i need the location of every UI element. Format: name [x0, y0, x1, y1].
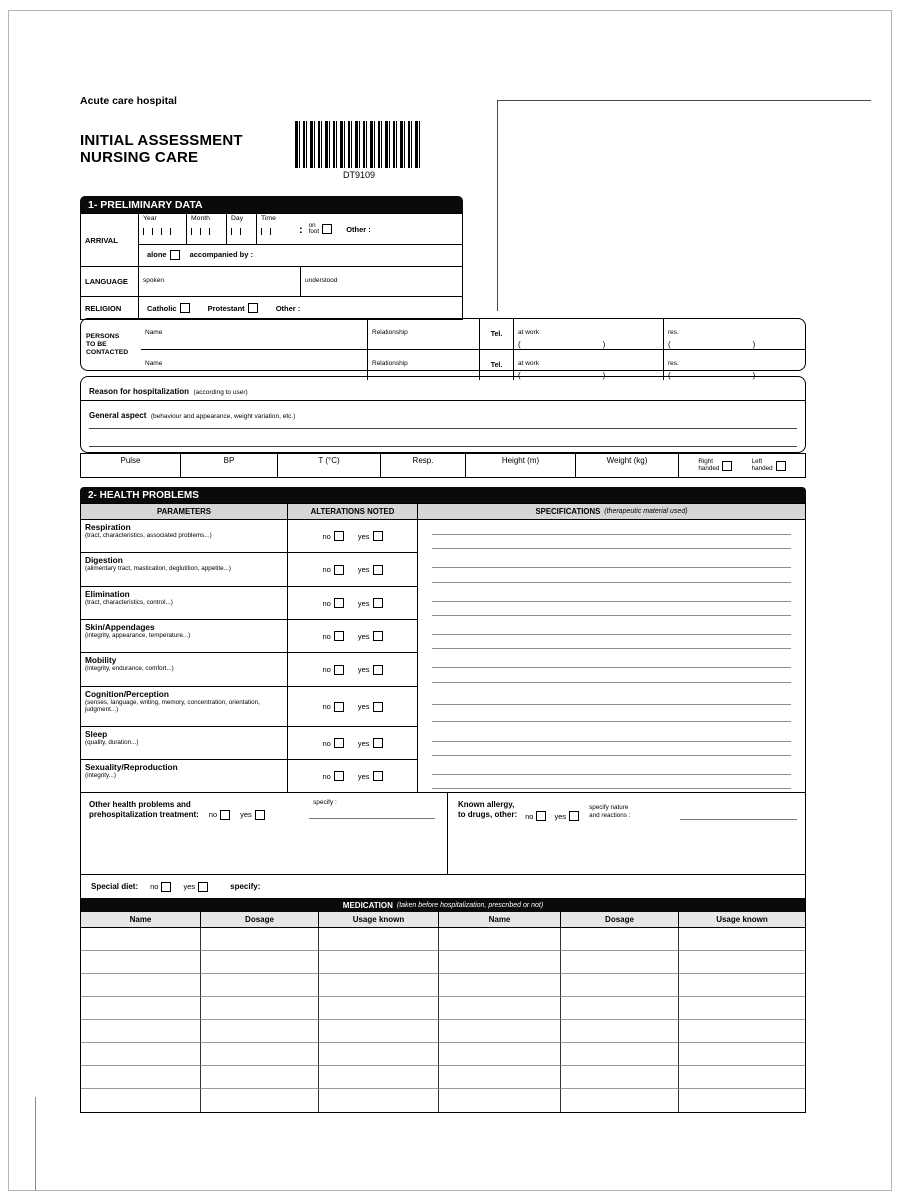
- other-problems-yes-checkbox[interactable]: [255, 810, 265, 820]
- on-foot-checkbox[interactable]: [322, 224, 332, 234]
- scan-artifact-line: [35, 1097, 36, 1191]
- protestant-label: Protestant: [207, 303, 245, 313]
- section-1-header: [80, 196, 463, 213]
- medication-row: [81, 951, 805, 974]
- alone-accompanied-row: [139, 245, 462, 264]
- accompanied-label: accompanied by :: [189, 250, 253, 259]
- med-name-cell[interactable]: [439, 1089, 561, 1112]
- no-checkbox[interactable]: [334, 531, 344, 541]
- special-diet-yes-checkbox[interactable]: [198, 882, 208, 892]
- med-dosage-cell[interactable]: [561, 1043, 679, 1066]
- bp-field[interactable]: BP: [181, 454, 278, 477]
- special-diet-label: Special diet:: [91, 882, 139, 891]
- tel-at-work-field[interactable]: [513, 319, 663, 349]
- writing-line: [89, 428, 797, 429]
- general-aspect-field[interactable]: [81, 401, 805, 452]
- health-row-mobility: [81, 653, 805, 687]
- med-dosage-cell[interactable]: [561, 951, 679, 974]
- day-field[interactable]: [227, 214, 257, 244]
- other-problems-label-line2: prehospitalization treatment:: [89, 810, 199, 819]
- health-row-cognition-perception: [81, 687, 805, 727]
- spec-line: [432, 721, 791, 722]
- spec-line: [432, 567, 791, 568]
- med-name-cell[interactable]: [81, 1066, 201, 1089]
- med-usage-cell[interactable]: [679, 1020, 805, 1043]
- parameter-name: Skin/Appendages: [85, 622, 155, 632]
- med-col-name: Name: [81, 912, 201, 927]
- no-label: no: [322, 565, 331, 574]
- reason-for-hospitalization-field[interactable]: [81, 377, 805, 401]
- yes-label: yes: [357, 702, 370, 711]
- form-title-line1: INITIAL ASSESSMENT: [80, 132, 243, 149]
- health-row-respiration: [81, 520, 805, 553]
- parameter-name: Mobility: [85, 655, 117, 665]
- left-handed-option: [752, 459, 786, 473]
- language-understood-field[interactable]: [301, 267, 462, 296]
- no-checkbox[interactable]: [334, 702, 344, 712]
- other-problems-label-line1: Other health problems and: [89, 800, 191, 809]
- med-name-cell[interactable]: [81, 1020, 201, 1043]
- med-name-cell[interactable]: [81, 1043, 201, 1066]
- parameter-sub: (senses, language, writing, memory, concentration, orientation, judgment...): [85, 699, 260, 713]
- tel-res-field[interactable]: [663, 319, 805, 349]
- phone-parentheses: ( ): [518, 340, 606, 349]
- med-dosage-cell[interactable]: [201, 974, 319, 997]
- spec-line: [432, 788, 791, 789]
- spec-line: [432, 741, 791, 742]
- med-col-usage: Usage known: [319, 912, 439, 927]
- med-usage-cell[interactable]: [679, 997, 805, 1020]
- persons-to-contact-box: [80, 318, 806, 380]
- health-table-header: [81, 504, 805, 520]
- no-checkbox[interactable]: [334, 771, 344, 781]
- reason-sublabel: (according to user): [193, 389, 248, 396]
- tel-label: Tel.: [479, 319, 513, 349]
- med-name-cell[interactable]: [81, 951, 201, 974]
- med-name-cell[interactable]: [81, 928, 201, 951]
- phone-parentheses: ( ): [518, 371, 606, 380]
- right-handed-option: [698, 459, 732, 473]
- no-label: no: [208, 810, 218, 819]
- res-label: res.: [668, 360, 679, 367]
- med-usage-cell[interactable]: [319, 1066, 439, 1089]
- arrival-row: [81, 214, 462, 266]
- spec-line: [432, 615, 791, 616]
- yes-checkbox[interactable]: [373, 665, 383, 675]
- language-row: [81, 266, 462, 296]
- allergy-label: Known allergy, to drugs, other:: [458, 800, 518, 819]
- spec-line: [432, 755, 791, 756]
- left-handed-checkbox[interactable]: [776, 461, 786, 471]
- no-label: no: [322, 771, 331, 781]
- spec-line: [432, 582, 791, 583]
- day-label: Day: [231, 215, 244, 222]
- med-dosage-cell[interactable]: [561, 1066, 679, 1089]
- specify-label: specify :: [313, 799, 337, 806]
- arrival-label: ARRIVAL: [81, 214, 139, 266]
- month-field[interactable]: [187, 214, 227, 244]
- time-tick-marks: [261, 228, 295, 235]
- med-dosage-cell[interactable]: [201, 997, 319, 1020]
- med-col-name: Name: [439, 912, 561, 927]
- name-label: Name: [145, 329, 163, 336]
- yes-label: yes: [357, 665, 370, 674]
- phone-parentheses: ( ): [668, 340, 756, 349]
- hospital-name: Acute care hospital: [80, 95, 177, 107]
- health-problems-table: [80, 503, 806, 793]
- yes-label: yes: [357, 631, 370, 641]
- general-aspect-sublabel: (behaviour and appearance, weight variation, etc.): [150, 413, 296, 420]
- med-usage-cell[interactable]: [679, 974, 805, 997]
- med-usage-cell[interactable]: [679, 951, 805, 974]
- med-dosage-cell[interactable]: [201, 1066, 319, 1089]
- med-dosage-cell[interactable]: [201, 1020, 319, 1043]
- right-handed-label: Right handed: [698, 457, 720, 472]
- handedness-cell: [679, 454, 805, 477]
- yes-label: yes: [357, 738, 370, 748]
- parameter-sub: (alimentary tract, mastication, deglutition, appetite...): [85, 565, 231, 572]
- med-col-dosage: Dosage: [561, 912, 679, 927]
- med-usage-cell[interactable]: [319, 1043, 439, 1066]
- right-handed-checkbox[interactable]: [722, 461, 732, 471]
- at-work-label: at work: [518, 329, 539, 336]
- no-checkbox[interactable]: [334, 631, 344, 641]
- spec-line: [432, 601, 791, 602]
- yes-checkbox[interactable]: [373, 531, 383, 541]
- health-row-sexuality-reproduction: [81, 760, 805, 793]
- specifications-field[interactable]: [418, 653, 805, 687]
- section-1-title: 1- PRELIMINARY DATA: [88, 198, 203, 211]
- barcode: [295, 121, 423, 168]
- contact-row-1: [141, 319, 805, 349]
- medication-row: [81, 1020, 805, 1043]
- medication-row: [81, 974, 805, 997]
- at-work-label: at work: [518, 360, 539, 367]
- alone-checkbox[interactable]: [170, 250, 180, 260]
- time-colon: :: [299, 224, 303, 236]
- language-spoken-field[interactable]: [139, 267, 301, 296]
- other-problems-allergy-box: [80, 792, 806, 875]
- catholic-checkbox[interactable]: [180, 303, 190, 313]
- barcode-text: DT9109: [342, 170, 376, 180]
- known-allergy-cell: [448, 793, 805, 874]
- on-foot-label: on foot: [308, 221, 320, 235]
- med-usage-cell[interactable]: [319, 1020, 439, 1043]
- specifications-field[interactable]: [418, 727, 805, 760]
- year-label: Year: [143, 215, 157, 222]
- section-2-header: [80, 487, 806, 503]
- no-checkbox[interactable]: [334, 665, 344, 675]
- med-dosage-cell[interactable]: [561, 928, 679, 951]
- alone-label: alone: [147, 250, 167, 259]
- arrival-other-label: Other :: [346, 224, 371, 234]
- med-dosage-cell[interactable]: [201, 951, 319, 974]
- parameter-sub: (integrity, endurance, comfort...): [85, 665, 174, 672]
- med-name-cell[interactable]: [81, 997, 201, 1020]
- no-label: no: [525, 811, 534, 821]
- medication-column-headers: [81, 912, 805, 928]
- no-label: no: [150, 882, 159, 891]
- parameter-name: Respiration: [85, 522, 131, 532]
- alterations-column-header: ALTERATIONS NOTED: [288, 504, 418, 519]
- spec-line: [432, 682, 791, 683]
- persons-to-contact-label: PERSONS TO BE CONTACTED: [86, 332, 129, 356]
- contact-name-field[interactable]: [141, 319, 367, 349]
- specifications-field[interactable]: [418, 760, 805, 793]
- yes-label: yes: [183, 882, 196, 891]
- vitals-row: [80, 453, 806, 478]
- med-usage-cell[interactable]: [679, 928, 805, 951]
- specifications-field[interactable]: [418, 620, 805, 653]
- time-field[interactable]: [257, 214, 295, 244]
- med-usage-cell[interactable]: [319, 974, 439, 997]
- relationship-label: Relationship: [372, 360, 408, 367]
- yes-checkbox[interactable]: [373, 771, 383, 781]
- parameter-sub: (quality, duration...): [85, 739, 139, 746]
- parameter-sub: (integrity...): [85, 772, 117, 779]
- medication-row: [81, 1089, 805, 1112]
- medication-title: MEDICATION: [342, 900, 393, 910]
- med-usage-cell[interactable]: [319, 1089, 439, 1112]
- medication-header-bar: [81, 898, 805, 912]
- understood-label: understood: [305, 277, 338, 284]
- no-label: no: [322, 665, 331, 674]
- yes-checkbox[interactable]: [373, 738, 383, 748]
- allergy-specify-label: specify nature and reactions :: [589, 804, 631, 819]
- religion-label: RELIGION: [81, 297, 139, 319]
- med-usage-cell[interactable]: [319, 997, 439, 1020]
- med-name-cell[interactable]: [439, 1066, 561, 1089]
- yes-label: yes: [357, 771, 370, 781]
- preliminary-table: [80, 213, 463, 320]
- spec-line: [432, 704, 791, 705]
- med-usage-cell[interactable]: [679, 1089, 805, 1112]
- med-name-cell[interactable]: [439, 928, 561, 951]
- med-dosage-cell[interactable]: [201, 1043, 319, 1066]
- catholic-label: Catholic: [147, 303, 177, 313]
- writing-line: [89, 446, 797, 447]
- month-tick-marks: [191, 228, 226, 235]
- allergy-no-checkbox[interactable]: [536, 811, 546, 821]
- medication-table: [80, 898, 806, 1113]
- no-label: no: [322, 631, 331, 641]
- weight-field[interactable]: Weight (kg): [576, 454, 679, 477]
- spec-line: [432, 534, 791, 535]
- allergy-no-option: [525, 810, 579, 822]
- language-label: LANGUAGE: [81, 267, 139, 296]
- patient-id-area: [497, 100, 871, 311]
- parameter-name: Sexuality/Reproduction: [85, 762, 178, 772]
- contact-relationship-field[interactable]: [367, 319, 479, 349]
- other-problems-no-checkbox[interactable]: [220, 810, 230, 820]
- health-row-elimination: [81, 587, 805, 620]
- med-usage-cell[interactable]: [679, 1066, 805, 1089]
- yes-checkbox[interactable]: [373, 565, 383, 575]
- reason-general-aspect-box: [80, 376, 806, 453]
- phone-parentheses: ( ): [668, 371, 756, 380]
- parameter-sub: (integrity, appearance, temperature...): [85, 632, 191, 639]
- relationship-label: Relationship: [372, 329, 408, 336]
- parameters-column-header: PARAMETERS: [81, 504, 288, 519]
- left-handed-label: Left handed: [751, 457, 773, 472]
- med-dosage-cell[interactable]: [561, 1020, 679, 1043]
- pulse-field[interactable]: Pulse: [81, 454, 181, 477]
- parameter-name: Sleep: [85, 729, 108, 739]
- med-dosage-cell[interactable]: [561, 997, 679, 1020]
- specifications-field[interactable]: [418, 553, 805, 587]
- med-name-cell[interactable]: [439, 997, 561, 1020]
- yes-checkbox[interactable]: [373, 598, 383, 608]
- parameter-sub: (tract, characteristics, control...): [85, 599, 173, 606]
- no-checkbox[interactable]: [334, 738, 344, 748]
- spec-line: [432, 648, 791, 649]
- form-title-line2: NURSING CARE: [80, 149, 199, 166]
- res-label: res.: [668, 329, 679, 336]
- name-label: Name: [145, 360, 163, 367]
- time-label: Time: [261, 215, 276, 222]
- med-name-cell[interactable]: [439, 1020, 561, 1043]
- med-name-cell[interactable]: [81, 1089, 201, 1112]
- med-dosage-cell[interactable]: [201, 1089, 319, 1112]
- no-label: no: [322, 738, 331, 748]
- med-usage-cell[interactable]: [319, 951, 439, 974]
- health-row-sleep: [81, 727, 805, 760]
- specifications-field[interactable]: [418, 587, 805, 620]
- section-2-title: 2- HEALTH PROBLEMS: [88, 489, 199, 501]
- med-name-cell[interactable]: [81, 974, 201, 997]
- medication-row: [81, 997, 805, 1020]
- med-name-cell[interactable]: [439, 951, 561, 974]
- year-field[interactable]: [139, 214, 187, 244]
- other-health-problems-cell: [81, 793, 448, 874]
- med-name-cell[interactable]: [439, 1043, 561, 1066]
- on-foot-option: [309, 214, 333, 244]
- general-aspect-label: General aspect: [89, 411, 147, 420]
- medication-row: [81, 1066, 805, 1089]
- health-row-digestion: [81, 553, 805, 587]
- med-usage-cell[interactable]: [319, 928, 439, 951]
- medication-row: [81, 928, 805, 951]
- yes-label: yes: [554, 811, 567, 821]
- resp-field[interactable]: Resp.: [381, 454, 466, 477]
- no-label: no: [322, 531, 331, 541]
- med-col-usage: Usage known: [716, 915, 768, 924]
- yes-checkbox[interactable]: [373, 631, 383, 641]
- yes-label: yes: [357, 565, 370, 574]
- med-dosage-cell[interactable]: [201, 928, 319, 951]
- parameter-name: Elimination: [85, 589, 130, 599]
- med-dosage-cell[interactable]: [561, 1089, 679, 1112]
- spec-line: [432, 774, 791, 775]
- temperature-field[interactable]: T (°C): [278, 454, 381, 477]
- allergy-yes-checkbox[interactable]: [569, 811, 579, 821]
- spec-line: [432, 548, 791, 549]
- medication-subtitle: (taken before hospitalization, prescribed or not): [396, 901, 544, 909]
- yes-label: yes: [240, 810, 252, 819]
- yes-label: yes: [357, 598, 370, 608]
- height-field[interactable]: Height (m): [466, 454, 576, 477]
- religion-other-label: Other :: [275, 303, 301, 313]
- health-row-skin-appendages: [81, 620, 805, 653]
- day-tick-marks: [231, 228, 256, 235]
- med-dosage-cell[interactable]: [561, 974, 679, 997]
- protestant-checkbox[interactable]: [248, 303, 258, 313]
- spec-line: [432, 667, 791, 668]
- parameter-sub: (tract, characteristics, associated problems...): [85, 532, 212, 539]
- special-diet-specify-label: specify:: [230, 882, 261, 891]
- special-diet-row: [80, 875, 806, 898]
- yes-label: yes: [357, 531, 370, 541]
- no-label: no: [322, 702, 331, 711]
- form-title: [80, 132, 243, 166]
- religion-row: [81, 296, 462, 319]
- no-checkbox[interactable]: [334, 598, 344, 608]
- spec-line: [432, 634, 791, 635]
- specifications-field[interactable]: [418, 520, 805, 553]
- medication-row: [81, 1043, 805, 1066]
- arrival-date-time-row: [139, 214, 462, 245]
- reason-label: Reason for hospitalization: [89, 387, 190, 396]
- no-checkbox[interactable]: [334, 565, 344, 575]
- special-diet-no-checkbox[interactable]: [161, 882, 171, 892]
- med-name-cell[interactable]: [439, 974, 561, 997]
- no-label: no: [322, 598, 331, 608]
- specifications-column-header: SPECIFICATIONS (therapeutic material used): [535, 507, 688, 516]
- spoken-label: spoken: [143, 277, 164, 284]
- yes-checkbox[interactable]: [373, 702, 383, 712]
- specify-writing-line: [309, 818, 435, 819]
- tel-label: Tel.: [479, 350, 513, 380]
- med-col-dosage: Dosage: [201, 912, 319, 927]
- parameter-name: Cognition/Perception: [85, 689, 169, 699]
- month-label: Month: [191, 215, 210, 222]
- specifications-field[interactable]: [418, 687, 805, 727]
- year-tick-marks: [143, 228, 186, 235]
- parameter-name: Digestion: [85, 555, 123, 565]
- med-usage-cell[interactable]: [679, 1043, 805, 1066]
- allergy-writing-line: [680, 819, 797, 820]
